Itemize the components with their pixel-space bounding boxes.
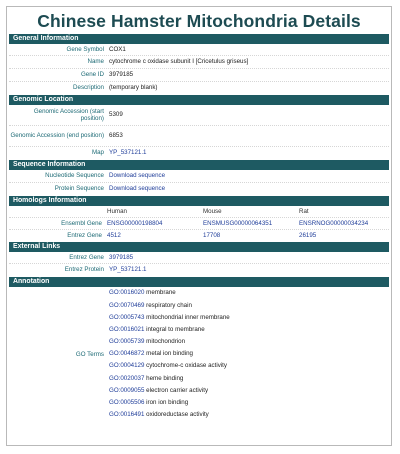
go-term-id-link[interactable]: GO:0009055 [109, 386, 145, 394]
go-term-id-link[interactable]: GO:0005506 [109, 399, 145, 407]
section-header-genomic: Genomic Location [9, 95, 389, 105]
go-term-name: mitochondrion [146, 338, 186, 346]
homologs-column-headers [9, 206, 389, 218]
value-name: cytochrome c oxidase subunit I [Cricetulus griseus] [109, 58, 249, 66]
row-description [9, 82, 389, 94]
row-protein-sequence [9, 183, 389, 195]
row-external-entrez-protein [9, 264, 389, 276]
go-term-item [109, 348, 389, 360]
value-accession-end: 6853 [109, 132, 123, 140]
go-term-id-link[interactable]: GO:0020037 [109, 374, 145, 382]
homologs-header-cols [107, 208, 389, 216]
label-nucleotide-sequence: Nucleotide Sequence [45, 172, 104, 180]
label-gene-symbol: Gene Symbol [66, 45, 104, 53]
general-rows [9, 44, 389, 94]
go-term-item [109, 385, 389, 397]
entrez-gene-cols [107, 232, 389, 240]
go-term-id-link[interactable]: GO:0005743 [109, 313, 145, 321]
value-description: (temporary blank) [109, 84, 158, 92]
go-term-name: membrane [146, 289, 176, 297]
go-term-item [109, 311, 389, 323]
section-header-general: General Information [9, 34, 389, 44]
go-terms-list [109, 287, 389, 421]
entrez-human-link[interactable]: 4512 [107, 231, 121, 239]
label-external-entrez-gene: Entrez Gene [69, 253, 104, 261]
go-term-item [109, 336, 389, 348]
label-accession-end: Genomic Accession (end position) [10, 132, 104, 140]
go-term-item [109, 360, 389, 372]
go-term-name: electron carrier activity [146, 386, 209, 394]
go-term-item [109, 372, 389, 384]
row-accession-end [9, 126, 389, 147]
value-gene-id: 3979185 [109, 71, 134, 79]
map-link[interactable]: YP_537121.1 [109, 149, 147, 157]
annotation-rows [9, 287, 389, 421]
sequence-rows [9, 170, 389, 195]
go-term-name: respiratory chain [146, 301, 192, 309]
value-accession-start: 5309 [109, 111, 123, 119]
section-header-annotation: Annotation [9, 277, 389, 287]
page-title: Chinese Hamster Mitochondria Details [37, 11, 361, 31]
genomic-rows [9, 105, 389, 159]
go-term-name: iron ion binding [146, 399, 189, 407]
label-map: Map [91, 149, 104, 157]
label-accession-start: Genomic Accession (start position) [33, 107, 104, 122]
section-header-external: External Links [9, 242, 389, 252]
ensembl-rat-link[interactable]: ENSRNOG00000034234 [299, 219, 369, 227]
entrez-mouse-link[interactable]: 17708 [203, 231, 221, 239]
label-ensembl-gene: Ensembl Gene [61, 219, 102, 227]
go-term-item [109, 397, 389, 409]
column-header-rat: Rat [299, 207, 309, 215]
ensembl-gene-cols [107, 220, 389, 228]
go-term-name: metal ion binding [146, 350, 193, 358]
ensembl-mouse-link[interactable]: ENSMUSG00000064351 [203, 219, 273, 227]
label-description: Description [73, 84, 104, 92]
go-term-id-link[interactable]: GO:0016020 [109, 289, 145, 297]
label-external-entrez-protein: Entrez Protein [64, 266, 104, 274]
row-entrez-gene-homolog [9, 230, 389, 241]
label-entrez-gene-homolog: Entrez Gene [67, 231, 102, 239]
column-header-mouse: Mouse [203, 207, 222, 215]
row-nucleotide-sequence [9, 170, 389, 183]
protein-download-link[interactable]: Download sequence [109, 185, 166, 193]
row-external-entrez-gene [9, 252, 389, 264]
section-header-sequence: Sequence Information [9, 160, 389, 170]
go-term-id-link[interactable]: GO:0004129 [109, 362, 145, 370]
external-rows [9, 252, 389, 276]
go-term-id-link[interactable]: GO:0005739 [109, 338, 145, 346]
go-term-item [109, 324, 389, 336]
go-term-id-link[interactable]: GO:0016491 [109, 411, 145, 419]
go-terms-label: GO Terms [75, 350, 104, 358]
ensembl-human-link[interactable]: ENSG00000198804 [107, 219, 163, 227]
row-gene-id [9, 69, 389, 82]
go-term-id-link[interactable]: GO:0016021 [109, 325, 145, 333]
label-protein-sequence: Protein Sequence [54, 185, 104, 193]
details-panel [6, 6, 392, 446]
nucleotide-download-link[interactable]: Download sequence [109, 172, 166, 180]
row-accession-start [9, 105, 389, 126]
row-gene-symbol [9, 44, 389, 56]
go-term-name: mitochondrial inner membrane [146, 313, 230, 321]
go-term-id-link[interactable]: GO:0046872 [109, 350, 145, 358]
section-header-homologs: Homologs Information [9, 196, 389, 206]
external-entrez-gene-link[interactable]: 3979185 [109, 253, 134, 261]
row-ensembl-gene [9, 218, 389, 230]
value-gene-symbol: COX1 [109, 45, 126, 53]
external-entrez-protein-link[interactable]: YP_537121.1 [109, 266, 147, 274]
label-gene-id: Gene ID [80, 71, 104, 79]
entrez-rat-link[interactable]: 26195 [299, 231, 317, 239]
column-header-human: Human [107, 207, 127, 215]
go-term-name: oxidoreductase activity [146, 411, 209, 419]
go-term-name: integral to membrane [146, 325, 205, 333]
go-term-name: cytochrome-c oxidase activity [146, 362, 227, 370]
homologs-rows [9, 206, 389, 241]
go-term-item [109, 299, 389, 311]
label-name: Name [87, 58, 104, 66]
go-term-name: heme binding [146, 374, 184, 382]
row-name [9, 56, 389, 69]
go-term-item [109, 409, 389, 421]
go-term-item [109, 287, 389, 299]
go-term-id-link[interactable]: GO:0070469 [109, 301, 145, 309]
row-map [9, 147, 389, 159]
